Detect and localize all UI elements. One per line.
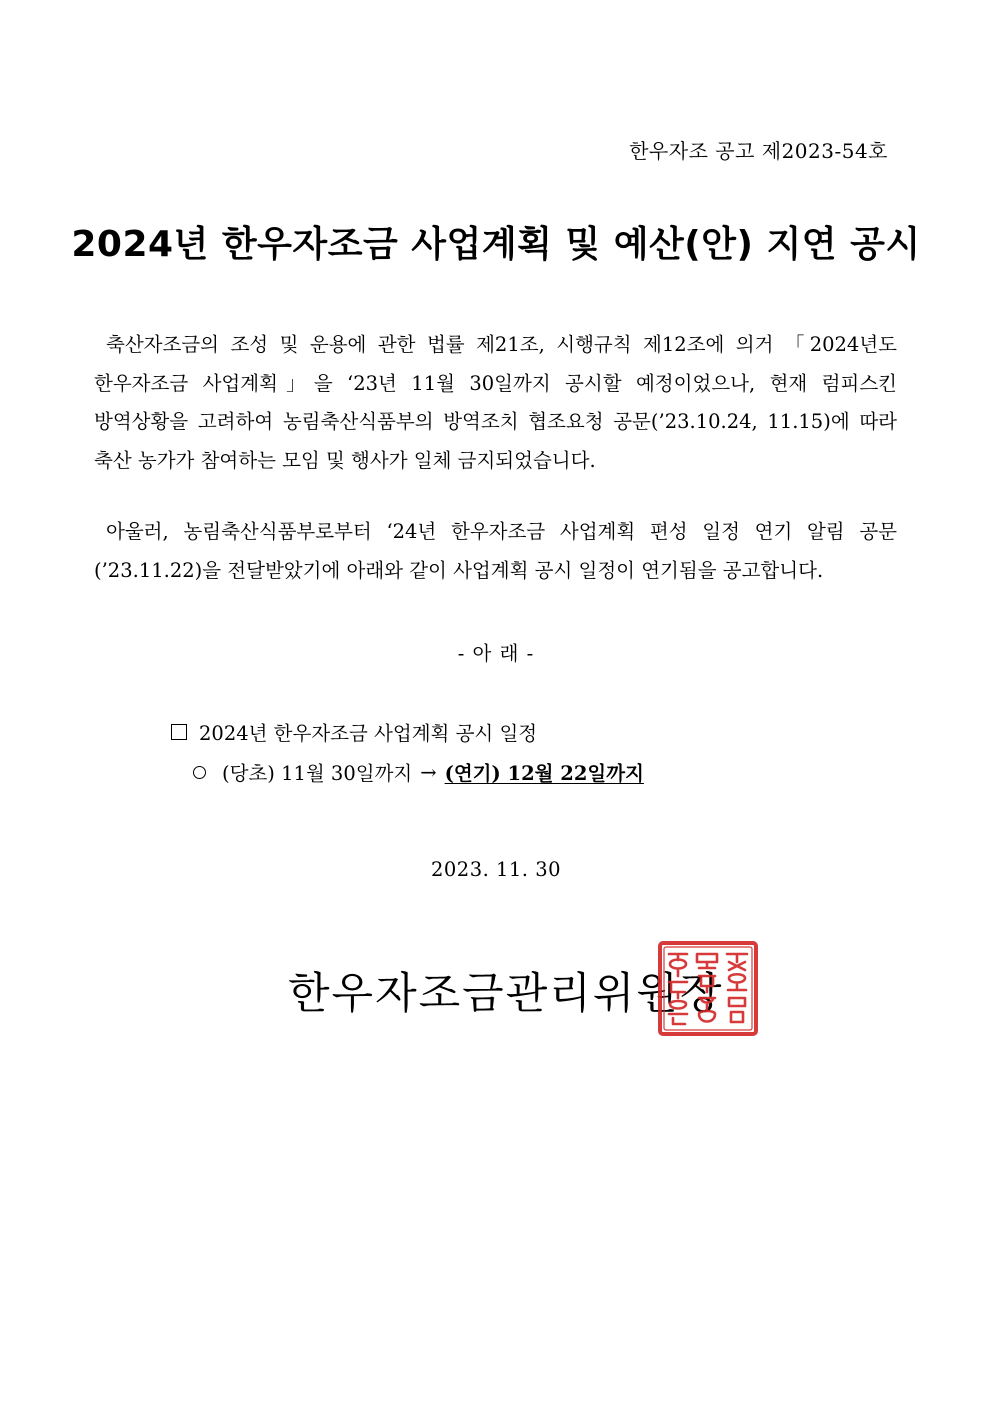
circle-bullet-icon: [193, 766, 206, 779]
body-paragraph-2: [94, 513, 897, 590]
notice-number: 한우자조 공고 제2023-54호: [629, 139, 888, 163]
below-section-label: - 아 래 -: [457, 642, 535, 665]
right-arrow-icon: →: [420, 760, 437, 784]
body-paragraph-1-text: 축산자조금의 조성 및 운용에 관한 법률 제21조, 시행규칙 제12조에 의거 「2024년도 한우자조금 사업계획」을 ‘23년 11월 30일까지 공시할 예정이었으나, 현재 럼피스킨 방역상황을 고려하여 농림축산식품부의 방역조치 협조요청 공문(’23.10.24, 11.15)에 따라 축산 농가가 참여하는 모임 및 행사가 일체 금지되었습니다.: [94, 333, 897, 472]
schedule-postponed-date: (연기) 12월 22일까지: [444, 762, 644, 785]
body-paragraph-2-text: 아울러, 농림축산식품부로부터 ‘24년 한우자조금 사업계획 편성 일정 연기 알림 공문(’23.11.22)을 전달받았기에 아래와 같이 사업계획 공시 일정이 연기됨을 공고합니다.: [94, 520, 897, 582]
announcement-date: 2023. 11. 30: [430, 858, 562, 881]
square-bullet-icon: [171, 724, 187, 740]
official-seal-icon: [657, 940, 759, 1037]
document-title: 2024년 한우자조금 사업계획 및 예산(안) 지연 공시: [71, 224, 921, 265]
signatory: 한우자조금관리위원장: [288, 969, 724, 1019]
schedule-item: [193, 758, 644, 786]
body-paragraph-1: [94, 326, 897, 480]
schedule-heading-text: 2024년 한우자조금 사업계획 공시 일정: [199, 722, 538, 745]
schedule-heading: [171, 718, 537, 746]
schedule-original-date: (당초) 11월 30일까지: [222, 762, 413, 785]
